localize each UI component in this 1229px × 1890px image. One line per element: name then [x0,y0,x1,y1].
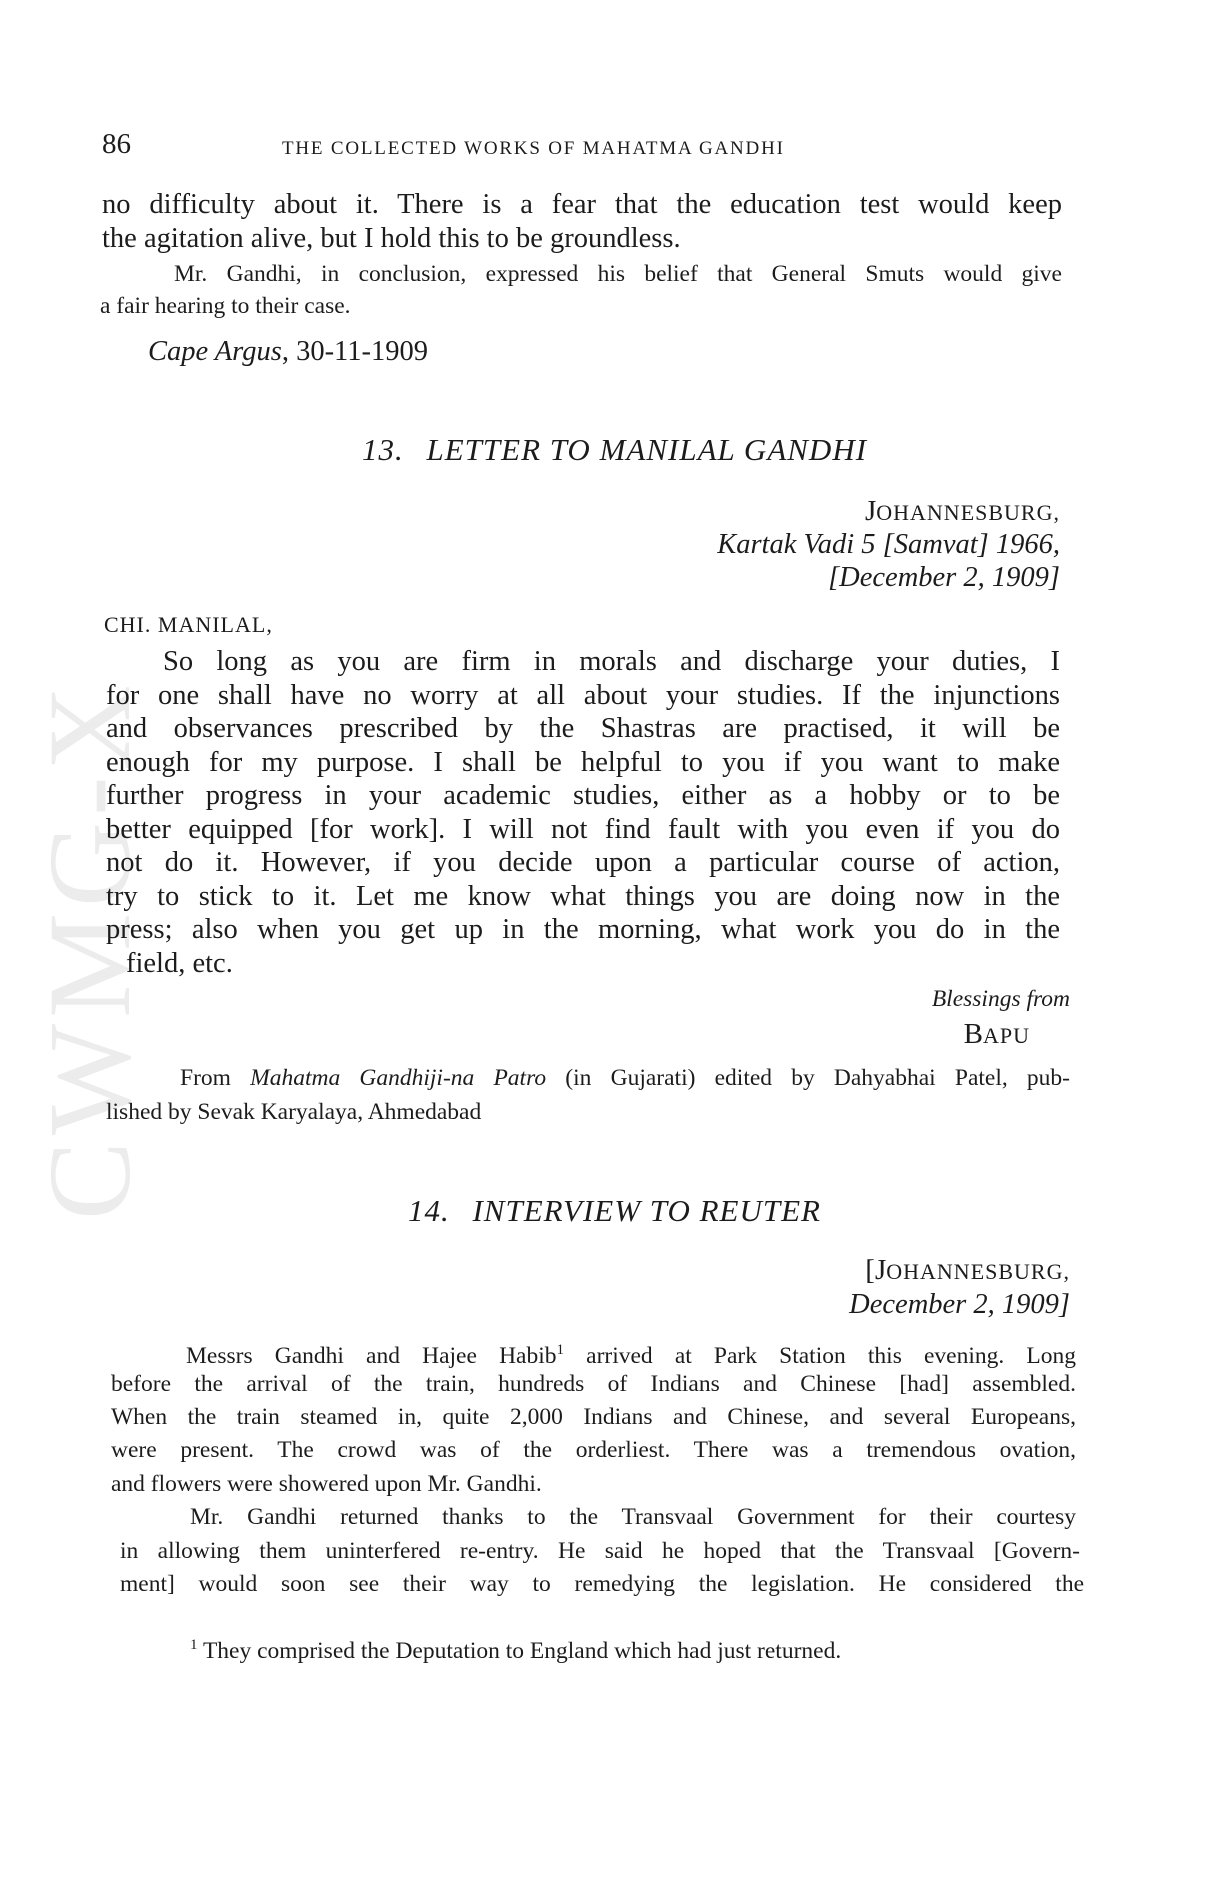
interview-line [186,1334,1076,1373]
letter-date-line: [December 2, 1909] [828,562,1060,593]
running-header [102,128,1062,161]
section-heading [0,1193,1229,1229]
signature [700,1018,1030,1051]
interview-line: before the arrival of the train, hundreds of Indians and Chinese [had] assembled. [111,1371,1076,1397]
salutation: CHI. MANILAL, [104,612,273,637]
letter-source-line: lished by Sevak Karyalaya, Ahmedabad [106,1099,482,1125]
letter-date-line: Kartak Vadi 5 [Samvat] 1966, [717,529,1060,560]
signature-initial: B [963,1018,983,1050]
letter-body-line: field, etc. [126,948,233,979]
place-rest: OHANNESBURG, [876,500,1060,525]
place-initial: J [874,1254,887,1286]
source-title: Mahatma Gandhiji-na Patro [250,1065,547,1091]
section-number: 14. [407,1193,450,1228]
section-title: LETTER TO MANILAL GANDHI [426,432,868,467]
interview-line: were present. The crowd was of the orderliest. There was a tremendous ovation, [111,1437,1076,1463]
place-rest: OHANNESBURG, [886,1259,1070,1284]
letter-body-line: try to stick to it. Let me know what things you are doing now in the [106,881,1060,912]
letter-body-line: not do it. However, if you decide upon a particular course of action, [106,847,1060,878]
letter-body-line: and observances prescribed by the Shastras are practised, it will be [106,713,1060,744]
footnote [190,1629,841,1668]
signature-rest: APU [982,1023,1030,1048]
interview-line: Mr. Gandhi returned thanks to the Transvaal Government for their courtesy [190,1504,1076,1530]
letter-body-line: So long as you are firm in morals and discharge your duties, I [163,646,1060,677]
source-citation [148,335,428,369]
interview-place [600,1254,1070,1287]
letter-body-line: better equipped [for work]. I will not find fault with you even if you do [106,814,1060,845]
source-suffix: (in Gujarati) edited by Dahyabhai Patel, pub- [546,1065,1071,1091]
interview-line-end: arrived at Park Station this evening. Long [564,1342,1076,1369]
prev-text-line: the agitation alive, but I hold this to be groundless. [102,223,681,254]
source-prefix: From [180,1065,251,1091]
interview-line: and flowers were showered upon Mr. Gandhi. [111,1471,542,1497]
footnote-marker: 1 [190,1637,198,1653]
section-title: INTERVIEW TO REUTER [472,1193,821,1228]
letter-body-line: for one shall have no worry at all about your studies. If the injunctions [106,680,1060,711]
footnote-ref: 1 [556,1342,564,1358]
prev-text-line: no difficulty about it. There is a fear that the education test would keep [102,189,1062,220]
letter-place [500,495,1060,528]
section-heading [0,432,1229,468]
interview-date: December 2, 1909] [849,1289,1070,1320]
closing: Blessings from [931,986,1070,1012]
source-title: Cape Argus [148,336,282,367]
interview-line: ment] would soon see their way to remedying the legislation. He considered the [120,1571,1084,1597]
place-initial: J [864,495,877,527]
source-date: , 30-11-1909 [281,336,428,367]
interview-line: in allowing them uninterfered re-entry. He said he hoped that the Transvaal [Govern- [120,1538,1080,1564]
letter-body-line: further progress in your academic studies, either as a hobby or to be [106,780,1060,811]
watermark: CWMG-X [24,679,155,1221]
letter-body-line: press; also when you get up in the morning, what work you do in the [106,914,1060,945]
footnote-text: They comprised the Deputation to England which had just returned. [197,1637,842,1664]
letter-body-line: enough for my purpose. I shall be helpful to you if you want to make [106,747,1060,778]
report-line: a fair hearing to their case. [100,293,351,319]
section-number: 13. [361,432,404,467]
running-title: THE COLLECTED WORKS OF MAHATMA GANDHI [282,138,785,159]
interview-line-start: Messrs Gandhi and Hajee Habib [186,1342,557,1369]
report-line: Mr. Gandhi, in conclusion, expressed his belief that General Smuts would give [174,261,1062,287]
interview-line: When the train steamed in, quite 2,000 Indians and Chinese, and several Europeans, [111,1404,1076,1430]
place-prefix: [ [865,1254,875,1286]
letter-source-line [180,1062,1070,1095]
page-number: 86 [102,128,131,160]
